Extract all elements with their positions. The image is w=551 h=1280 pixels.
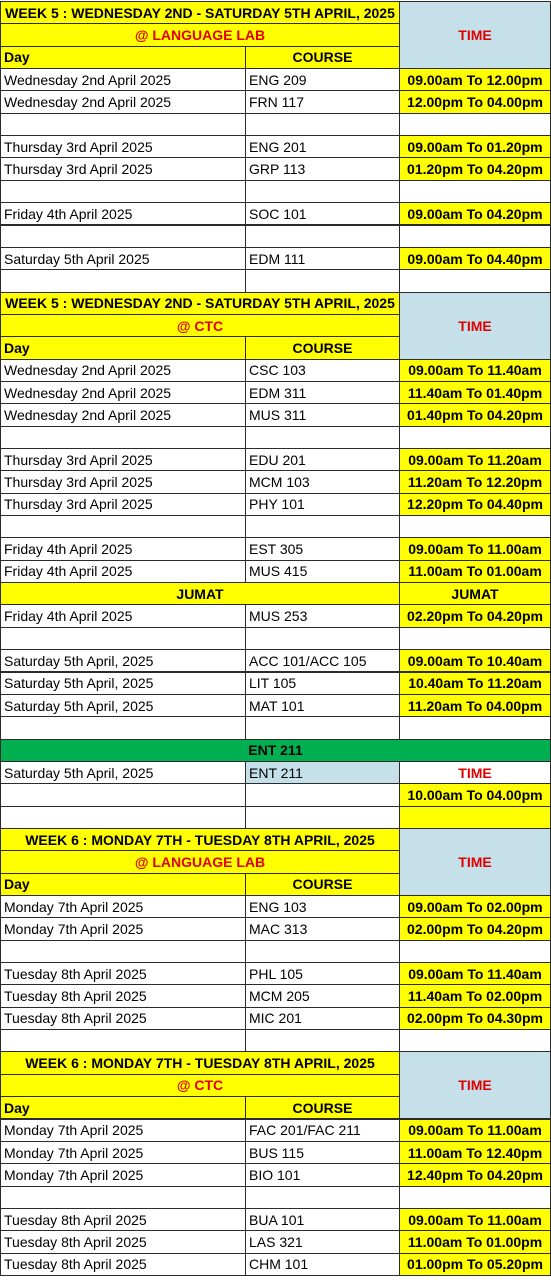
course-cell — [245, 806, 400, 829]
time-cell: 11.40am To 01.40pm — [399, 381, 551, 404]
day-cell: Monday 7th April 2025 — [0, 1163, 246, 1186]
day-cell — [0, 1186, 246, 1209]
course-header: COURSE — [245, 46, 400, 69]
course-cell: LIT 105 — [245, 672, 400, 695]
day-cell — [0, 783, 246, 806]
course-cell: LAS 321 — [245, 1230, 400, 1253]
day-cell — [0, 225, 246, 248]
course-cell: MCM 205 — [245, 984, 400, 1007]
time-cell — [399, 269, 551, 292]
time-header: TIME — [399, 1, 551, 69]
jumat-break-label: JUMAT — [0, 582, 400, 605]
course-cell: BUA 101 — [245, 1208, 400, 1231]
course-cell — [245, 1029, 400, 1052]
course-cell — [245, 180, 400, 203]
time-cell: 10.40am To 11.20am — [399, 672, 551, 695]
time-cell — [399, 1186, 551, 1209]
course-cell: ENG 201 — [245, 135, 400, 158]
course-cell: EST 305 — [245, 537, 400, 560]
time-cell: 09.00am To 11.00am — [399, 537, 551, 560]
section-title: WEEK 5 : WEDNESDAY 2ND - SATURDAY 5TH APRIL, 2025 — [0, 292, 400, 315]
ent-banner: ENT 211 — [0, 739, 551, 762]
course-cell — [245, 225, 400, 248]
course-cell: EDM 111 — [245, 247, 400, 270]
day-cell: Friday 4th April 2025 — [0, 537, 246, 560]
course-cell — [245, 627, 400, 650]
day-cell: Monday 7th April 2025 — [0, 1119, 246, 1142]
course-cell: ACC 101/ACC 105 — [245, 649, 400, 672]
time-cell: 09.00am To 10.40am — [399, 649, 551, 672]
time-cell — [399, 426, 551, 449]
course-cell: MIC 201 — [245, 1007, 400, 1030]
day-cell: Tuesday 8th April 2025 — [0, 1208, 246, 1231]
day-cell: Thursday 3rd April 2025 — [0, 493, 246, 516]
course-header: COURSE — [245, 336, 400, 359]
course-cell: GRP 113 — [245, 157, 400, 180]
time-cell — [399, 806, 551, 829]
course-cell: MAT 101 — [245, 694, 400, 717]
section-title: WEEK 6 : MONDAY 7TH - TUESDAY 8TH APRIL, 2025 — [0, 828, 400, 851]
time-cell: 09.00am To 12.00pm — [399, 68, 551, 91]
day-cell — [0, 269, 246, 292]
course-cell: ENT 211 — [245, 761, 400, 784]
time-cell: 12.40pm To 04.20pm — [399, 1163, 551, 1186]
course-cell: ENG 209 — [245, 68, 400, 91]
time-cell: 09.00am To 11.40am — [399, 962, 551, 985]
time-cell — [399, 113, 551, 136]
time-cell: 09.00am To 11.20am — [399, 448, 551, 471]
day-cell — [0, 716, 246, 739]
day-cell: Saturday 5th April 2025 — [0, 247, 246, 270]
course-cell: MCM 103 — [245, 470, 400, 493]
course-cell: SOC 101 — [245, 202, 400, 225]
course-cell: PHL 105 — [245, 962, 400, 985]
venue-label: @ LANGUAGE LAB — [0, 850, 400, 873]
time-cell: 11.00am To 01.00am — [399, 560, 551, 583]
day-cell: Friday 4th April 2025 — [0, 604, 246, 627]
time-cell: 11.20am To 04.00pm — [399, 694, 551, 717]
day-cell: Thursday 3rd April 2025 — [0, 448, 246, 471]
course-cell: CSC 103 — [245, 359, 400, 382]
course-cell: MAC 313 — [245, 917, 400, 940]
time-cell: 09.00am To 04.20pm — [399, 202, 551, 225]
day-cell: Monday 7th April 2025 — [0, 1141, 246, 1164]
day-cell: Friday 4th April 2025 — [0, 560, 246, 583]
time-cell: 01.20pm To 04.20pm — [399, 157, 551, 180]
time-cell — [399, 180, 551, 203]
day-cell — [0, 940, 246, 963]
time-cell: 09.00am To 11.00am — [399, 1208, 551, 1231]
ent-time-header: TIME — [399, 761, 551, 784]
time-cell: 11.40am To 02.00pm — [399, 984, 551, 1007]
time-header: TIME — [399, 828, 551, 896]
day-cell: Saturday 5th April, 2025 — [0, 761, 246, 784]
day-cell — [0, 180, 246, 203]
course-cell — [245, 269, 400, 292]
time-cell — [399, 716, 551, 739]
day-cell: Tuesday 8th April 2025 — [0, 1230, 246, 1253]
time-cell — [399, 1029, 551, 1052]
day-cell: Wednesday 2nd April 2025 — [0, 381, 246, 404]
venue-label: @ CTC — [0, 1074, 400, 1097]
day-cell: Saturday 5th April, 2025 — [0, 649, 246, 672]
day-cell: Thursday 3rd April 2025 — [0, 470, 246, 493]
day-cell: Thursday 3rd April 2025 — [0, 157, 246, 180]
course-cell — [245, 1186, 400, 1209]
day-header: Day — [0, 873, 246, 896]
day-cell — [0, 426, 246, 449]
day-cell — [0, 806, 246, 829]
day-cell: Tuesday 8th April 2025 — [0, 1007, 246, 1030]
day-cell: Saturday 5th April, 2025 — [0, 694, 246, 717]
day-cell: Wednesday 2nd April 2025 — [0, 403, 246, 426]
course-cell: ENG 103 — [245, 895, 400, 918]
jumat-break-time: JUMAT — [399, 582, 551, 605]
day-cell: Monday 7th April 2025 — [0, 895, 246, 918]
course-cell: EDU 201 — [245, 448, 400, 471]
time-cell: 01.00pm To 05.20pm — [399, 1253, 551, 1276]
day-header: Day — [0, 336, 246, 359]
time-cell: 02.00pm To 04.30pm — [399, 1007, 551, 1030]
day-cell: Tuesday 8th April 2025 — [0, 1253, 246, 1276]
time-cell — [399, 515, 551, 538]
day-cell: Saturday 5th April, 2025 — [0, 672, 246, 695]
section-title: WEEK 5 : WEDNESDAY 2ND - SATURDAY 5TH APRIL, 2025 — [0, 1, 400, 24]
course-header: COURSE — [245, 873, 400, 896]
time-cell: 10.00am To 04.00pm — [399, 783, 551, 806]
day-header: Day — [0, 46, 246, 69]
time-cell — [399, 940, 551, 963]
time-cell: 09.00am To 11.40am — [399, 359, 551, 382]
time-cell: 12.00pm To 04.00pm — [399, 90, 551, 113]
course-cell: BIO 101 — [245, 1163, 400, 1186]
time-cell: 11.20am To 12.20pm — [399, 470, 551, 493]
day-cell: Thursday 3rd April 2025 — [0, 135, 246, 158]
time-cell: 02.20pm To 04.20pm — [399, 604, 551, 627]
course-cell: BUS 115 — [245, 1141, 400, 1164]
day-cell: Friday 4th April 2025 — [0, 202, 246, 225]
course-cell — [245, 716, 400, 739]
course-cell: FAC 201/FAC 211 — [245, 1119, 400, 1142]
time-cell: 11.00am To 01.00pm — [399, 1230, 551, 1253]
day-cell — [0, 1029, 246, 1052]
day-cell: Tuesday 8th April 2025 — [0, 984, 246, 1007]
time-cell — [399, 225, 551, 248]
venue-label: @ LANGUAGE LAB — [0, 23, 400, 46]
course-cell — [245, 940, 400, 963]
day-cell — [0, 113, 246, 136]
course-header: COURSE — [245, 1096, 400, 1119]
day-cell: Wednesday 2nd April 2025 — [0, 359, 246, 382]
course-cell — [245, 426, 400, 449]
course-cell: PHY 101 — [245, 493, 400, 516]
course-cell — [245, 113, 400, 136]
course-cell: CHM 101 — [245, 1253, 400, 1276]
day-cell: Wednesday 2nd April 2025 — [0, 68, 246, 91]
course-cell: EDM 311 — [245, 381, 400, 404]
time-cell: 12.20pm To 04.40pm — [399, 493, 551, 516]
day-cell: Tuesday 8th April 2025 — [0, 962, 246, 985]
course-cell: MUS 415 — [245, 560, 400, 583]
day-cell: Monday 7th April 2025 — [0, 917, 246, 940]
time-header: TIME — [399, 292, 551, 360]
course-cell: MUS 311 — [245, 403, 400, 426]
day-cell: Wednesday 2nd April 2025 — [0, 90, 246, 113]
time-cell: 01.40pm To 04.20pm — [399, 403, 551, 426]
course-cell: MUS 253 — [245, 604, 400, 627]
day-cell — [0, 515, 246, 538]
day-header: Day — [0, 1096, 246, 1119]
time-header: TIME — [399, 1051, 551, 1119]
course-cell — [245, 783, 400, 806]
time-cell: 02.00pm To 04.20pm — [399, 917, 551, 940]
time-cell: 09.00am To 04.40pm — [399, 247, 551, 270]
time-cell: 09.00am To 11.00am — [399, 1119, 551, 1142]
section-title: WEEK 6 : MONDAY 7TH - TUESDAY 8TH APRIL, 2025 — [0, 1051, 400, 1074]
time-cell: 11.00am To 12.40pm — [399, 1141, 551, 1164]
course-cell — [245, 515, 400, 538]
time-cell: 09.00am To 02.00pm — [399, 895, 551, 918]
course-cell: FRN 117 — [245, 90, 400, 113]
time-cell — [399, 627, 551, 650]
time-cell: 09.00am To 01.20pm — [399, 135, 551, 158]
venue-label: @ CTC — [0, 314, 400, 337]
day-cell — [0, 627, 246, 650]
